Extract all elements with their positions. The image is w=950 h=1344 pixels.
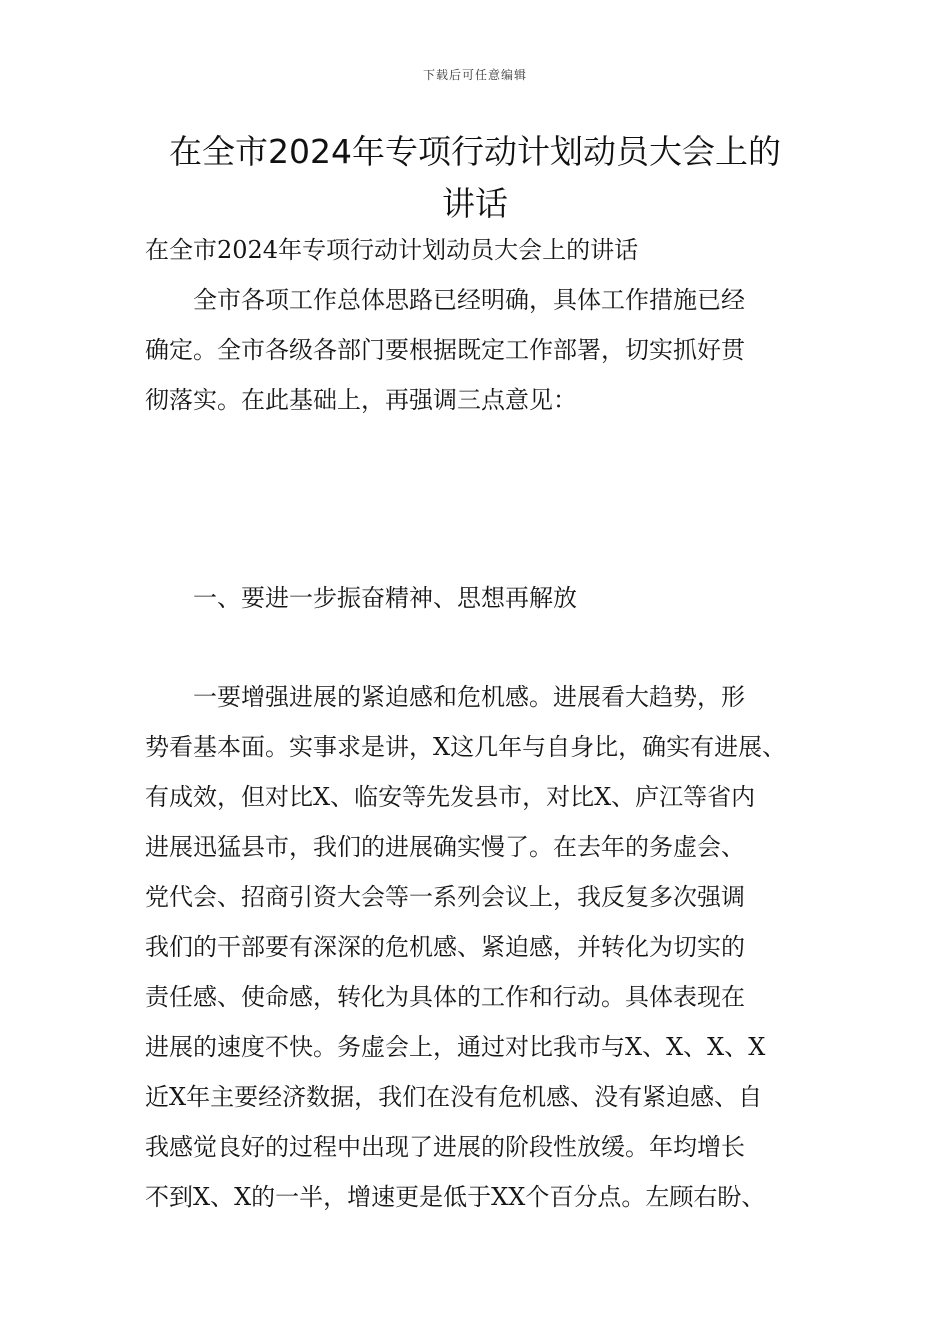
subtitle-text: 在全市2024年专项行动计划动员大会上的讲话: [145, 236, 639, 264]
body-line: 势看基本面。实事求是讲，X这几年与自身比，确实有进展、: [145, 733, 787, 761]
body-line: 不到X、X的一半，增速更是低于XX个百分点。左顾右盼、: [145, 1183, 766, 1211]
intro-line: 彻落实。在此基础上，再强调三点意见：: [145, 386, 577, 414]
body-line: 一要增强进展的紧迫感和危机感。进展看大趋势，形: [193, 683, 745, 711]
title-line-1: 在全市2024年专项行动计划动员大会上的: [169, 132, 781, 171]
intro-line: 全市各项工作总体思路已经明确，具体工作措施已经: [193, 286, 745, 314]
body-line: 进展迅猛县市，我们的进展确实慢了。在去年的务虚会、: [145, 833, 745, 861]
section-heading-text: 一、要进一步振奋精神、思想再解放: [193, 584, 577, 612]
header-note: 下载后可任意编辑: [422, 68, 527, 82]
subtitle: [145, 225, 810, 275]
body-line: 党代会、招商引资大会等一系列会议上，我反复多次强调: [145, 883, 745, 911]
body-line: 我们的干部要有深深的危机感、紧迫感，并转化为切实的: [145, 933, 745, 961]
body-line: 近X年主要经济数据，我们在没有危机感、没有紧迫感、自: [145, 1083, 763, 1111]
title-line-2: 讲话: [442, 184, 508, 223]
body-line: 我感觉良好的过程中出现了进展的阶段性放缓。年均增长: [145, 1133, 745, 1161]
body-line: 有成效，但对比X、临安等先发县市，对比X、庐江等省内: [145, 783, 756, 811]
intro-line: 确定。全市各级各部门要根据既定工作部署，切实抓好贯: [145, 336, 745, 364]
body-line: 责任感、使命感，转化为具体的工作和行动。具体表现在: [145, 983, 745, 1011]
section-heading-1: [145, 573, 810, 623]
document-title: [130, 126, 820, 230]
intro-paragraph: [145, 275, 810, 425]
body-paragraph-1: [145, 672, 810, 1222]
body-line: 进展的速度不快。务虚会上，通过对比我市与X、X、X、X: [145, 1033, 766, 1061]
